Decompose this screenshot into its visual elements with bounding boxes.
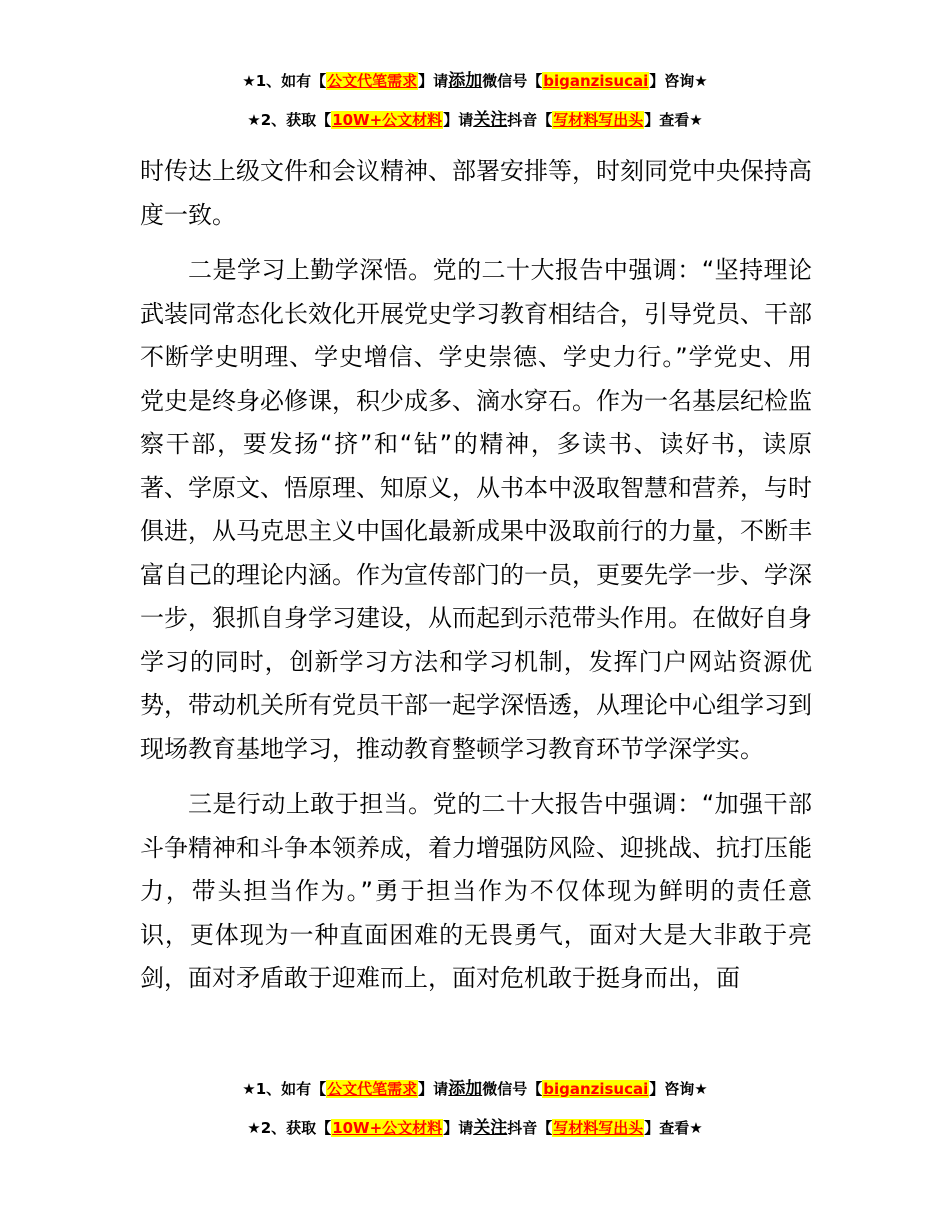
- paragraph-continuation: 时传达上级文件和会议精神、部署安排等，时刻同党中央保持高度一致。: [140, 157, 812, 229]
- materials-highlight: 10W+公文材料: [332, 111, 443, 129]
- banner-line-materials: [0, 105, 950, 136]
- banner-text: ★1、如有【: [242, 1080, 327, 1098]
- banner-text: ★1、如有【: [242, 72, 327, 90]
- ghostwriting-demand-highlight: 公文代笔需求: [327, 72, 418, 90]
- follow-text: 关注: [473, 110, 508, 130]
- banner-text: 抖音【: [507, 1119, 553, 1137]
- document-body: [140, 150, 812, 1001]
- add-text: 添加: [448, 71, 483, 91]
- banner-line-consult: [0, 66, 950, 97]
- banner-text: 】咨询★: [649, 72, 708, 90]
- banner-text: 】咨询★: [649, 1080, 708, 1098]
- materials-highlight: 10W+公文材料: [332, 1119, 443, 1137]
- banner-text: 抖音【: [507, 111, 553, 129]
- paragraph-action: 三是行动上敢于担当。党的二十大报告中强调：“加强干部斗争精神和斗争本领养成，着力增强防风险、迎挑战、抗打压能力，带头担当作为。”勇于担当作为不仅体现为鲜明的责任意识，更体现为一种直面困难的无畏勇气，面对大是大非敢于亮剑，面对矛盾敢于迎难而上，面对危机敢于挺身而出，面: [140, 790, 812, 992]
- banner-text: ★2、获取【: [247, 111, 332, 129]
- banner-line-consult: [0, 1074, 950, 1105]
- douyin-account-highlight: 写材料写出头: [553, 1119, 644, 1137]
- wechat-id-highlight: biganzisucai: [543, 72, 649, 90]
- footer-banner: [0, 1074, 950, 1144]
- banner-text: 】请: [443, 111, 474, 129]
- banner-text: 】请: [418, 1080, 449, 1098]
- banner-text: 微信号【: [482, 72, 543, 90]
- banner-text: 】请: [418, 72, 449, 90]
- paragraph-study: 二是学习上勤学深悟。党的二十大报告中强调：“坚持理论武装同常态化长效化开展党史学习教育相结合，引导党员、干部不断学史明理、学史增信、学史崇德、学史力行。”学党史、用党史是终身必修课，积少成多、滴水穿石。作为一名基层纪检监察干部，要发扬“挤”和“钻”的精神，多读书、读好书，读原著、学原文、悟原理、知原义，从书本中汲取智慧和营养，与时俱进，从马克思主义中国化最新成果中汲取前行的力量，不断丰富自己的理论内涵。作为宣传部门的一员，更要先学一步、学深一步，狠抓自身学习建设，从而起到示范带头作用。在做好自身学习的同时，创新学习方法和学习机制，发挥门户网站资源优势，带动机关所有党员干部一起学深悟透，从理论中心组学习到现场教育基地学习，推动教育整顿学习教育环节学深学实。: [140, 256, 812, 763]
- banner-line-materials: [0, 1113, 950, 1144]
- banner-text: 】查看★: [644, 1119, 703, 1137]
- banner-text: 微信号【: [482, 1080, 543, 1098]
- banner-text: ★2、获取【: [247, 1119, 332, 1137]
- ghostwriting-demand-highlight: 公文代笔需求: [327, 1080, 418, 1098]
- banner-text: 】请: [443, 1119, 474, 1137]
- banner-text: 】查看★: [644, 111, 703, 129]
- douyin-account-highlight: 写材料写出头: [553, 111, 644, 129]
- follow-text: 关注: [473, 1118, 508, 1138]
- add-text: 添加: [448, 1079, 483, 1099]
- header-banner: [0, 66, 950, 136]
- wechat-id-highlight: biganzisucai: [543, 1080, 649, 1098]
